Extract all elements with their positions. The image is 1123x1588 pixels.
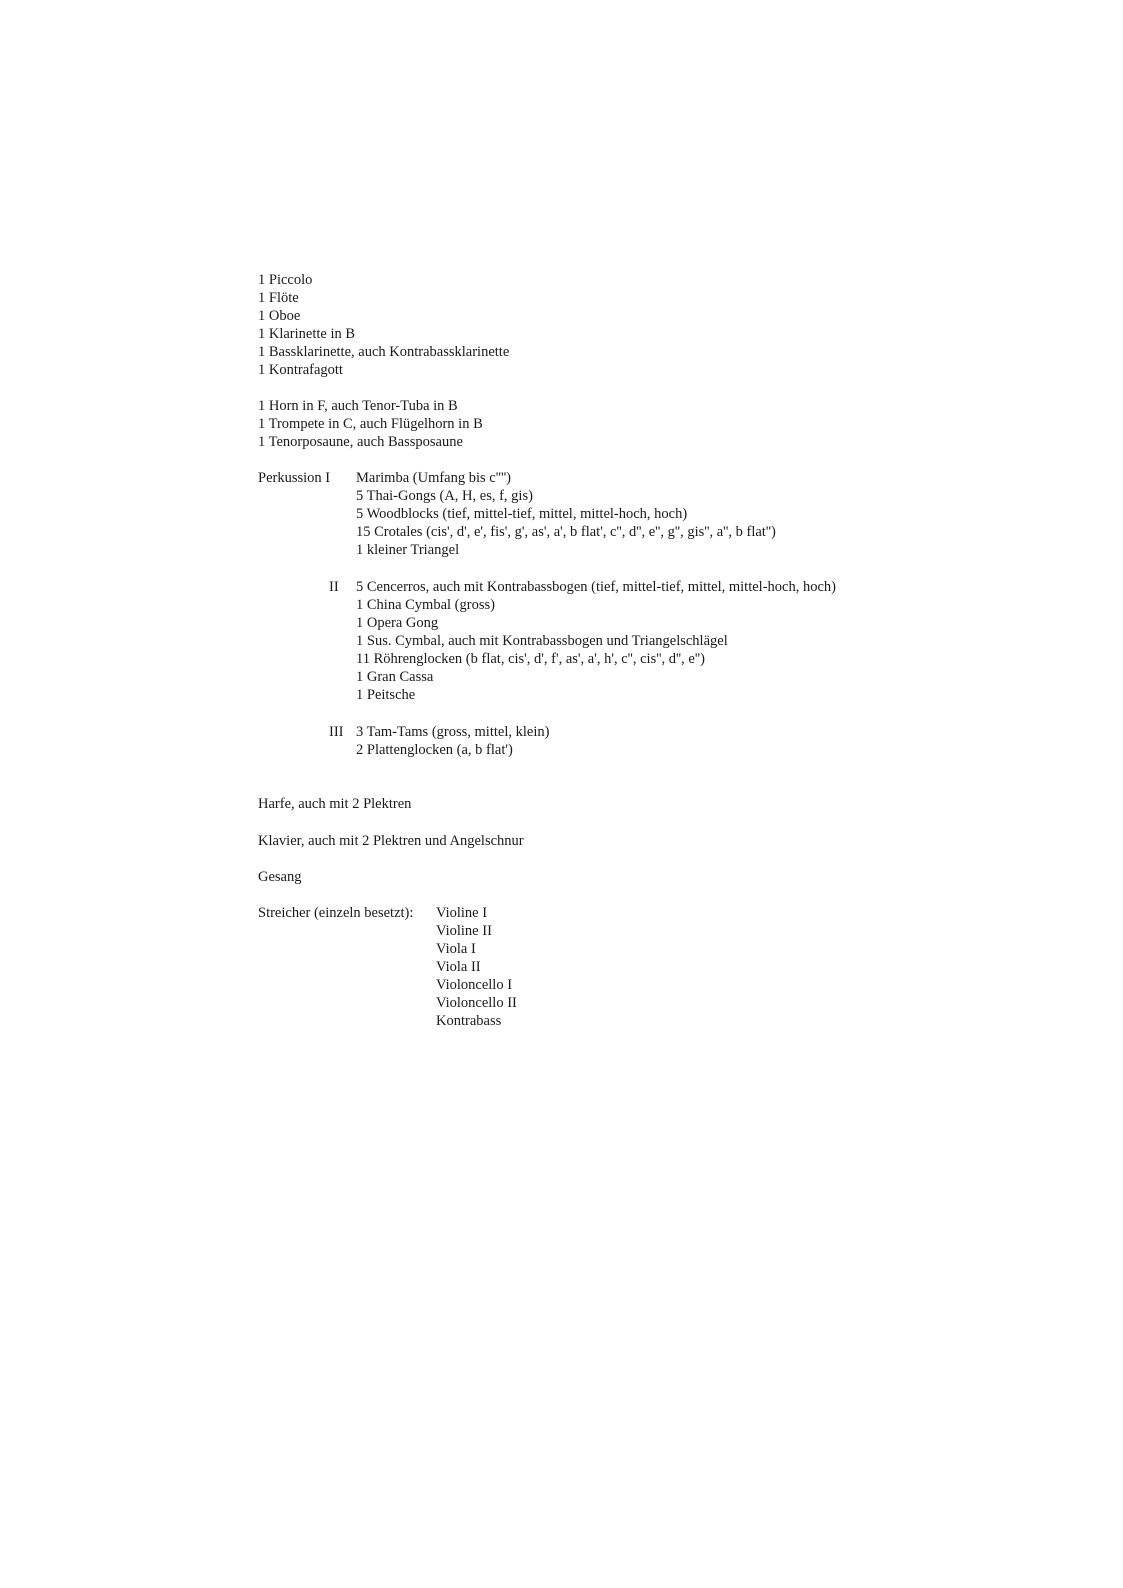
percussion-item: 11 Röhrenglocken (b flat, cis', d', f', as', a', h', c'', cis'', d'', e'') — [356, 651, 705, 667]
woodwind-item: 1 Klarinette in B — [258, 326, 356, 342]
percussion-group3-label: III — [329, 724, 344, 740]
percussion-item: 3 Tam-Tams (gross, mittel, klein) — [356, 724, 550, 740]
voice-line: Gesang — [258, 869, 302, 885]
string-item: Violoncello I — [436, 977, 513, 993]
brass-item: 1 Trompete in C, auch Flügelhorn in B — [258, 416, 483, 432]
string-item: Violine I — [436, 905, 488, 921]
string-item: Violoncello II — [436, 995, 517, 1011]
woodwind-item: 1 Bassklarinette, auch Kontrabassklarinette — [258, 344, 510, 360]
percussion-item: 2 Plattenglocken (a, b flat') — [356, 742, 513, 758]
string-item: Violine II — [436, 923, 492, 939]
string-item: Viola II — [436, 959, 481, 975]
percussion-item: 1 Sus. Cymbal, auch mit Kontrabassbogen und Triangelschlägel — [356, 633, 728, 649]
percussion-item: 15 Crotales (cis', d', e', fis', g', as', a', b flat', c'', d'', e'', g'', gis'', a'', b flat'') — [356, 524, 776, 540]
harp-line: Harfe, auch mit 2 Plektren — [258, 796, 412, 812]
percussion-item: 1 China Cymbal (gross) — [356, 597, 495, 613]
percussion-group2-label: II — [329, 579, 339, 595]
woodwind-item: 1 Kontrafagott — [258, 362, 343, 378]
woodwind-item: 1 Oboe — [258, 308, 301, 324]
percussion-item: 1 Opera Gong — [356, 615, 439, 631]
piano-line: Klavier, auch mit 2 Plektren und Angelschnur — [258, 833, 524, 849]
string-item: Viola I — [436, 941, 476, 957]
brass-item: 1 Tenorposaune, auch Bassposaune — [258, 434, 463, 450]
woodwind-item: 1 Piccolo — [258, 272, 313, 288]
percussion-label: Perkussion I — [258, 470, 331, 486]
percussion-item: Marimba (Umfang bis c'''') — [356, 470, 512, 486]
percussion-item: 5 Thai-Gongs (A, H, es, f, gis) — [356, 488, 533, 504]
woodwind-item: 1 Flöte — [258, 290, 299, 306]
brass-item: 1 Horn in F, auch Tenor-Tuba in B — [258, 398, 458, 414]
strings-label: Streicher (einzeln besetzt): — [258, 905, 414, 921]
percussion-item: 1 Gran Cassa — [356, 669, 434, 685]
percussion-item: 5 Cencerros, auch mit Kontrabassbogen (tief, mittel-tief, mittel, mittel-hoch, hoch) — [356, 579, 836, 595]
percussion-item: 1 kleiner Triangel — [356, 542, 460, 558]
percussion-item: 1 Peitsche — [356, 687, 416, 703]
percussion-item: 5 Woodblocks (tief, mittel-tief, mittel, mittel-hoch, hoch) — [356, 506, 688, 522]
string-item: Kontrabass — [436, 1013, 502, 1029]
